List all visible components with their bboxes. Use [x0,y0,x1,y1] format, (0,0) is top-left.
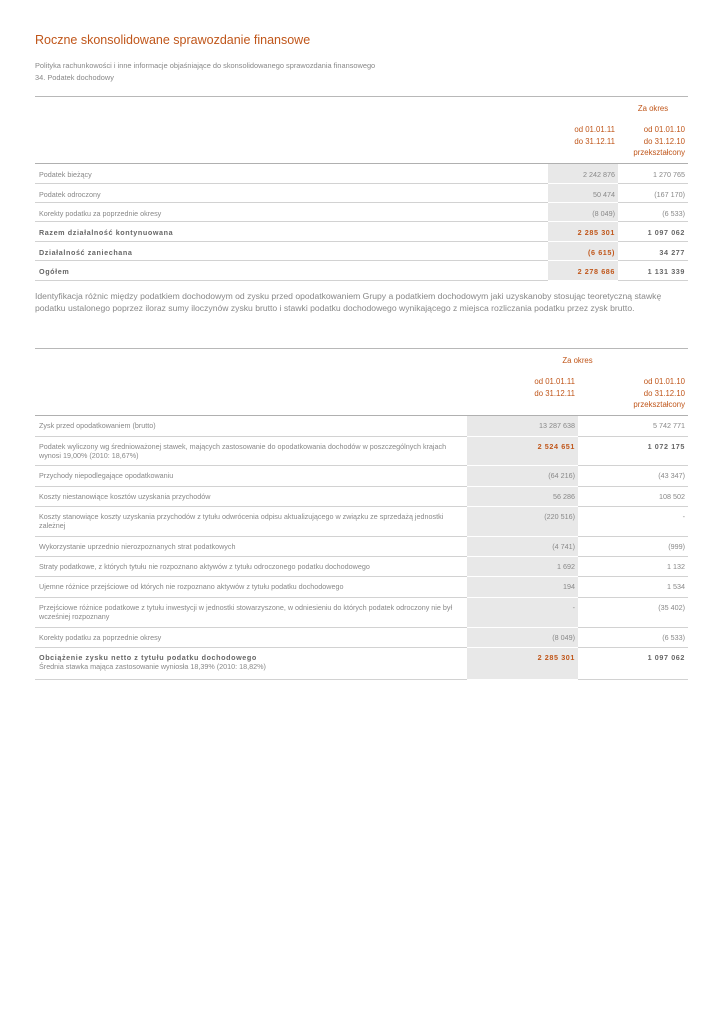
row-value-2011: (4 741) [467,536,578,556]
table-row-total [35,647,688,679]
row-label: Przychody niepodlegające opodatkowaniu [35,466,467,486]
col1-header-from: od 01.01.11 [534,377,575,387]
total-label: Obciążenie zysku netto z tytułu podatku dochodowego [39,652,257,662]
row-value-2010: 1 534 [578,577,688,597]
row-value-2011: 56 286 [467,486,578,506]
row-value-2010: (35 402) [578,597,688,627]
table-row [35,506,688,536]
col1-header-to: do 31.12.11 [574,136,615,146]
table-row [35,164,688,183]
row-label: Przejściowe różnice podatkowe z tytułu inwestycji w jednostki stowarzyszone, w odniesieniu do których podatek odroczony nie był wcześniej rozpoznany [35,597,467,627]
table-row [35,486,688,506]
period-header: Za okres [562,356,593,365]
col1-header-from: od 01.01.11 [574,125,615,135]
row-value-2010: 5 742 771 [578,416,688,436]
col2-header-note: przekształcony [633,147,685,157]
row-label: Koszty stanowiące koszty uzyskania przychodów z tytułu odwrócenia odpisu aktualizującego w związku ze sprzedażą jednostki zależnej [35,506,467,536]
table-row [35,536,688,556]
row-value-2010: 34 277 [618,241,688,260]
row-value-2010: (6 533) [578,627,688,647]
note-subtitle: 34. Podatek dochodowy [35,73,114,82]
table-row [35,466,688,486]
row-value-2011: 2 242 876 [548,164,618,183]
row-value-2011: (8 049) [467,627,578,647]
row-value-2011: (220 516) [467,506,578,536]
table-row [35,577,688,597]
total-sublabel: Średnia stawka mająca zastosowanie wyniosła 18,39% (2010: 18,82%) [39,662,266,672]
row-value-2011: 2 524 651 [467,436,578,466]
row-value-2011: (8 049) [548,202,618,221]
col2-header-from: od 01.01.10 [643,377,685,387]
col2-header-from: od 01.01.10 [643,125,685,135]
row-label: Wykorzystanie uprzednio nierozpoznanych strat podatkowych [35,536,467,556]
row-label: Korekty podatku za poprzednie okresy [35,627,467,647]
total-value-2011: 2 285 301 [467,647,578,679]
total-label-cell [35,647,467,679]
col2-header [618,120,688,163]
col2-header [578,372,688,415]
row-label: Ogółem [35,261,548,280]
table-row [35,597,688,627]
row-label: Podatek wyliczony wg średnioważonej stawek, mających zastosowanie do opodatkowania dochodów w poszczególnych krajach wynosi 19,00% (2010: 18,67%) [35,436,467,466]
row-label: Działalność zaniechana [35,241,548,260]
page-title: Roczne skonsolidowane sprawozdanie finansowe [35,33,311,47]
col2-header-note: przekształcony [633,399,685,409]
table-row [35,557,688,577]
row-value-2011: (64 216) [467,466,578,486]
row-value-2010: (43 347) [578,466,688,486]
col2-header-to: do 31.12.10 [643,388,685,398]
period-header: Za okres [637,104,669,113]
row-value-2011: 2 285 301 [548,222,618,241]
total-value-2010: 1 097 062 [578,647,688,679]
row-label: Zysk przed opodatkowaniem (brutto) [35,416,467,436]
row-value-2010: (167 170) [618,183,688,202]
row-label: Podatek odroczony [35,183,548,202]
row-value-2010: (999) [578,536,688,556]
row-label: Razem działalność kontynuowana [35,222,548,241]
table-row [35,202,688,221]
row-value-2011: - [467,597,578,627]
row-label: Koszty niestanowiące kosztów uzyskania przychodów [35,486,467,506]
row-label: Straty podatkowe, z których tytułu nie rozpoznano aktywów z tytułu odroczonego podatku dochodowego [35,557,467,577]
table-row-total [35,222,688,241]
row-value-2011: 13 287 638 [467,416,578,436]
tax-reconciliation-table [35,348,688,680]
table-row [35,627,688,647]
row-value-2011: 194 [467,577,578,597]
row-value-2010: 1 132 [578,557,688,577]
table-row [35,436,688,466]
col2-header-to: do 31.12.10 [643,136,685,146]
row-value-2010: 1 097 062 [618,222,688,241]
row-value-2010: 1 270 765 [618,164,688,183]
row-value-2010: 1 131 339 [618,261,688,280]
col1-header-to: do 31.12.11 [534,388,575,398]
row-value-2010: - [578,506,688,536]
row-value-2011: 50 474 [548,183,618,202]
col1-header [467,372,578,415]
table-row [35,183,688,202]
row-value-2011: (6 615) [548,241,618,260]
row-value-2010: 1 072 175 [578,436,688,466]
row-value-2010: (6 533) [618,202,688,221]
row-value-2011: 2 278 686 [548,261,618,280]
col1-header [548,120,618,163]
table-row-total [35,261,688,280]
income-tax-table [35,96,688,281]
table-row-total [35,241,688,260]
row-value-2011: 1 692 [467,557,578,577]
section-subtitle: Polityka rachunkowości i inne informacje objaśniające do skonsolidowanego sprawozdania finansowego [35,61,376,70]
row-label: Korekty podatku za poprzednie okresy [35,202,548,221]
explanatory-paragraph: Identyfikacja różnic między podatkiem dochodowym od zysku przed opodatkowaniem Grupy a podatkiem dochodowym jaki uzyskanoby stosując teoretyczną stawkę podatku ustalonego poprzez iloraz sumy iloczynów zysku brutto i stawki podatku dochodowego wynikającego z miejsca rozliczania podatku przez zysk brutto. [35,291,662,314]
table-row [35,416,688,436]
row-label: Podatek bieżący [35,164,548,183]
row-value-2010: 108 502 [578,486,688,506]
row-label: Ujemne różnice przejściowe od których nie rozpoznano aktywów z tytułu podatku dochodowego [35,577,467,597]
